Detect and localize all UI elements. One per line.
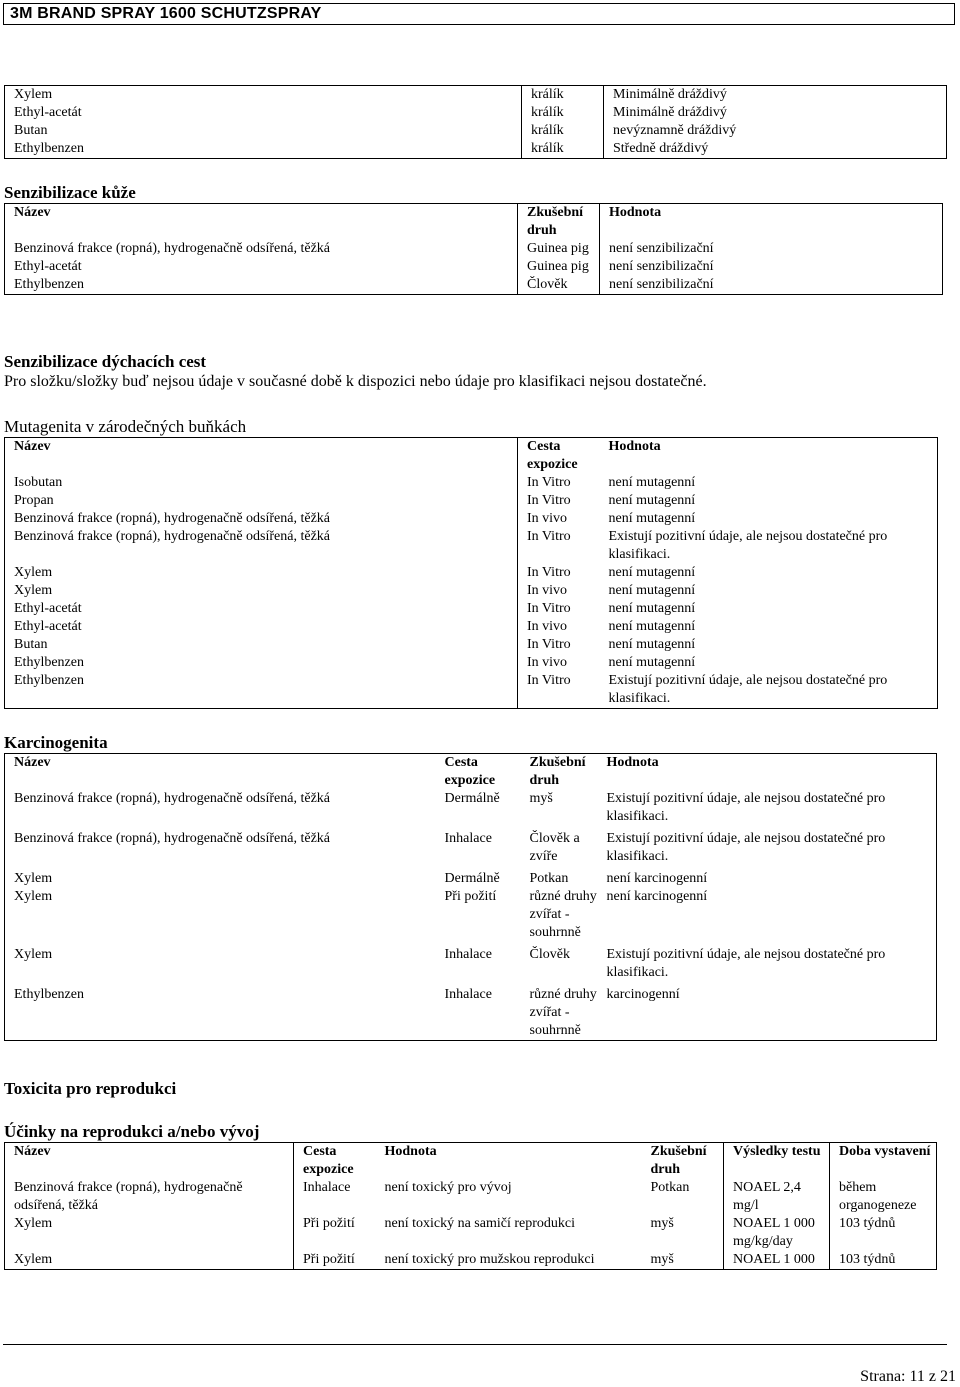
table-header-row (5, 1143, 937, 1180)
table-cell: Dermálně (444, 791, 500, 806)
table-cell: Při požití (294, 1215, 376, 1251)
table-cell: Ethyl-acetát (14, 601, 82, 616)
table-row (5, 790, 937, 830)
table-cell: králík (522, 104, 604, 122)
column-header: Název (14, 439, 51, 454)
table-cell: králík (522, 86, 604, 105)
table-cell: není karcinogenní (606, 871, 708, 886)
column-header: Zkušební druh (529, 755, 586, 788)
table-cell: Ethyl-acetát (14, 619, 82, 634)
table-cell: Člověk (529, 947, 570, 962)
product-title: 3M BRAND SPRAY 1600 SCHUTZSPRAY (10, 5, 322, 22)
table-cell: králík (522, 140, 604, 159)
table-cell: Existují pozitivní údaje, ale nejsou dostatečné pro klasifikaci. (606, 947, 886, 980)
table-row (5, 830, 937, 870)
carcinogenicity-table (4, 753, 937, 1041)
table-cell: In Vitro (518, 564, 600, 582)
table-cell: není mutagenní (608, 601, 696, 616)
table-cell: není mutagenní (608, 619, 696, 634)
column-header: Název (14, 755, 51, 770)
table-cell: není mutagenní (608, 475, 696, 490)
table-cell: In Vitro (518, 474, 600, 492)
table-cell: králík (522, 122, 604, 140)
table-cell: myš (650, 1252, 674, 1267)
table-cell: Existují pozitivní údaje, ale nejsou dostatečné pro klasifikaci. (606, 791, 886, 824)
column-header: Hodnota (608, 439, 661, 454)
table-cell: není senzibilizační (600, 258, 943, 276)
table-cell: Benzinová frakce (ropná), hydrogenačně odsířená, těžká (14, 511, 331, 526)
column-header: Hodnota (384, 1144, 437, 1159)
table-cell: Benzinová frakce (ropná), hydrogenačně odsířená, těžká (14, 241, 331, 256)
table-cell: Guinea pig (518, 240, 600, 258)
table-header-row (5, 754, 937, 791)
mutagenicity-table (4, 437, 938, 709)
table-cell: není mutagenní (608, 511, 696, 526)
column-header: Název (14, 205, 51, 220)
table-cell: Člověk a zvíře (529, 831, 580, 864)
table-cell: není toxický na samičí reprodukci (384, 1216, 575, 1231)
reproductive-toxicity-title: Toxicita pro reprodukci (4, 1079, 177, 1098)
irritation-table (4, 85, 947, 159)
document-header (3, 3, 955, 25)
table-cell: není senzibilizační (600, 276, 943, 295)
table-cell: není toxický pro vývoj (384, 1180, 512, 1195)
column-header: Cesta expozice (518, 438, 600, 475)
table-cell: různé druhy zvířat - souhrnně (529, 987, 597, 1038)
respiratory-sensitization-text: Pro složku/složky buď nejsou údaje v současné době k dispozici nebo údaje pro klasifikaci nejsou dostatečné. (4, 373, 707, 390)
table-cell: Xylem (14, 87, 53, 102)
carcinogenicity-title: Karcinogenita (4, 733, 108, 752)
table-row (5, 1215, 937, 1251)
table-row (5, 946, 937, 986)
table-cell: není senzibilizační (600, 240, 943, 258)
table-cell: Xylem (14, 1216, 53, 1231)
table-cell: In vivo (518, 618, 600, 636)
table-cell: Benzinová frakce (ropná), hydrogenačně odsířená, těžká (14, 831, 331, 846)
column-header: Hodnota (606, 755, 659, 770)
table-cell: Ethylbenzen (14, 141, 84, 156)
column-header: Zkušební druh (650, 1144, 707, 1177)
table-row (5, 564, 938, 582)
table-cell: Ethylbenzen (14, 673, 84, 688)
table-cell: není mutagenní (608, 565, 696, 580)
column-header: Název (14, 1144, 51, 1159)
table-cell: Inhalace (444, 987, 492, 1002)
table-cell: Ethyl-acetát (14, 259, 82, 274)
table-cell: Xylem (14, 947, 53, 962)
table-cell: nevýznamně dráždivý (604, 122, 947, 140)
column-header: Cesta expozice (294, 1143, 376, 1180)
table-cell: Minimálně dráždivý (604, 86, 947, 105)
table-cell: myš (529, 791, 553, 806)
table-cell: Potkan (650, 1180, 690, 1195)
table-cell: myš (650, 1216, 674, 1231)
table-row (5, 636, 938, 654)
table-cell: In Vitro (518, 672, 600, 709)
table-cell: Xylem (14, 1252, 53, 1267)
table-cell: In Vitro (518, 600, 600, 618)
table-cell: Středně dráždivý (604, 140, 947, 159)
mutagenicity-title: Mutagenita v zárodečných buňkách (4, 417, 247, 436)
page-number: Strana: 11 z 21 (860, 1368, 956, 1385)
reproductive-effects-subtitle: Účinky na reprodukci a/nebo vývoj (4, 1122, 260, 1141)
table-cell: Dermálně (444, 871, 500, 886)
column-header: Hodnota (600, 204, 943, 241)
table-cell: Xylem (14, 583, 53, 598)
table-cell: Člověk (518, 276, 600, 295)
table-cell: Existují pozitivní údaje, ale nejsou dostatečné pro klasifikaci. (606, 831, 886, 864)
table-cell: NOAEL 1 000 mg/kg/day (724, 1215, 830, 1251)
skin-sensitization-table (4, 203, 943, 295)
table-cell: Benzinová frakce (ropná), hydrogenačně odsířená, těžká (14, 1180, 243, 1213)
table-row (5, 276, 943, 295)
table-cell: In Vitro (518, 636, 600, 654)
table-row (5, 510, 938, 528)
table-cell: není mutagenní (608, 655, 696, 670)
table-header-row (5, 438, 938, 475)
table-cell: není mutagenní (608, 583, 696, 598)
table-row (5, 528, 938, 564)
table-cell: In Vitro (518, 492, 600, 510)
table-cell: Inhalace (444, 831, 492, 846)
table-cell: Xylem (14, 889, 53, 904)
table-row (5, 618, 938, 636)
table-cell: In vivo (518, 654, 600, 672)
table-cell: Existují pozitivní údaje, ale nejsou dostatečné pro klasifikaci. (608, 529, 888, 562)
table-row (5, 492, 938, 510)
table-cell: Inhalace (294, 1179, 376, 1215)
table-row (5, 870, 937, 888)
table-cell: NOAEL 1 000 (724, 1251, 830, 1270)
skin-sensitization-title: Senzibilizace kůže (4, 183, 136, 202)
table-cell: Butan (14, 123, 48, 138)
table-row (5, 258, 943, 276)
table-cell: karcinogenní (606, 987, 680, 1002)
table-cell: Inhalace (444, 947, 492, 962)
table-cell: různé druhy zvířat - souhrnně (529, 889, 597, 940)
table-cell: In vivo (518, 582, 600, 600)
table-cell: Xylem (14, 565, 53, 580)
table-row (5, 104, 947, 122)
table-cell: NOAEL 2,4 mg/l (724, 1179, 830, 1215)
table-row (5, 240, 943, 258)
table-cell: není mutagenní (608, 493, 696, 508)
respiratory-sensitization-title: Senzibilizace dýchacích cest (4, 352, 207, 371)
table-row (5, 122, 947, 140)
table-cell: Isobutan (14, 475, 63, 490)
table-cell: Potkan (529, 871, 569, 886)
table-row (5, 140, 947, 159)
column-header: Doba vystavení (830, 1143, 937, 1180)
table-cell: Při požití (294, 1251, 376, 1270)
table-row (5, 986, 937, 1041)
table-row (5, 1179, 937, 1215)
table-cell: Xylem (14, 871, 53, 886)
table-header-row (5, 204, 943, 241)
column-header: Zkušební druh (518, 204, 600, 241)
table-row (5, 1251, 937, 1270)
table-cell: není mutagenní (608, 637, 696, 652)
table-row (5, 888, 937, 946)
table-cell: Butan (14, 637, 48, 652)
table-cell: Existují pozitivní údaje, ale nejsou dostatečné pro klasifikaci. (608, 673, 888, 706)
table-cell: Benzinová frakce (ropná), hydrogenačně odsířená, těžká (14, 791, 331, 806)
table-row (5, 672, 938, 709)
table-cell: Při požití (444, 889, 497, 904)
table-cell: Minimálně dráždivý (604, 104, 947, 122)
table-cell: Ethyl-acetát (14, 105, 82, 120)
table-row (5, 654, 938, 672)
table-row (5, 600, 938, 618)
table-cell: není karcinogenní (606, 889, 708, 904)
table-cell: 103 týdnů (830, 1251, 937, 1270)
table-cell: 103 týdnů (830, 1215, 937, 1251)
table-row (5, 86, 947, 105)
footer-rule (3, 1344, 947, 1345)
column-header: Výsledky testu (724, 1143, 830, 1180)
table-cell: Ethylbenzen (14, 277, 84, 292)
table-row (5, 474, 938, 492)
reproductive-table (4, 1142, 937, 1270)
table-cell: není toxický pro mužskou reprodukci (384, 1252, 595, 1267)
column-header: Cesta expozice (444, 755, 496, 788)
table-cell: Propan (14, 493, 54, 508)
table-cell: In Vitro (518, 528, 600, 564)
table-cell: In vivo (518, 510, 600, 528)
table-row (5, 582, 938, 600)
table-cell: během organogeneze (830, 1179, 937, 1215)
table-cell: Ethylbenzen (14, 987, 84, 1002)
table-cell: Ethylbenzen (14, 655, 84, 670)
table-cell: Benzinová frakce (ropná), hydrogenačně odsířená, těžká (14, 529, 331, 544)
table-cell: Guinea pig (518, 258, 600, 276)
